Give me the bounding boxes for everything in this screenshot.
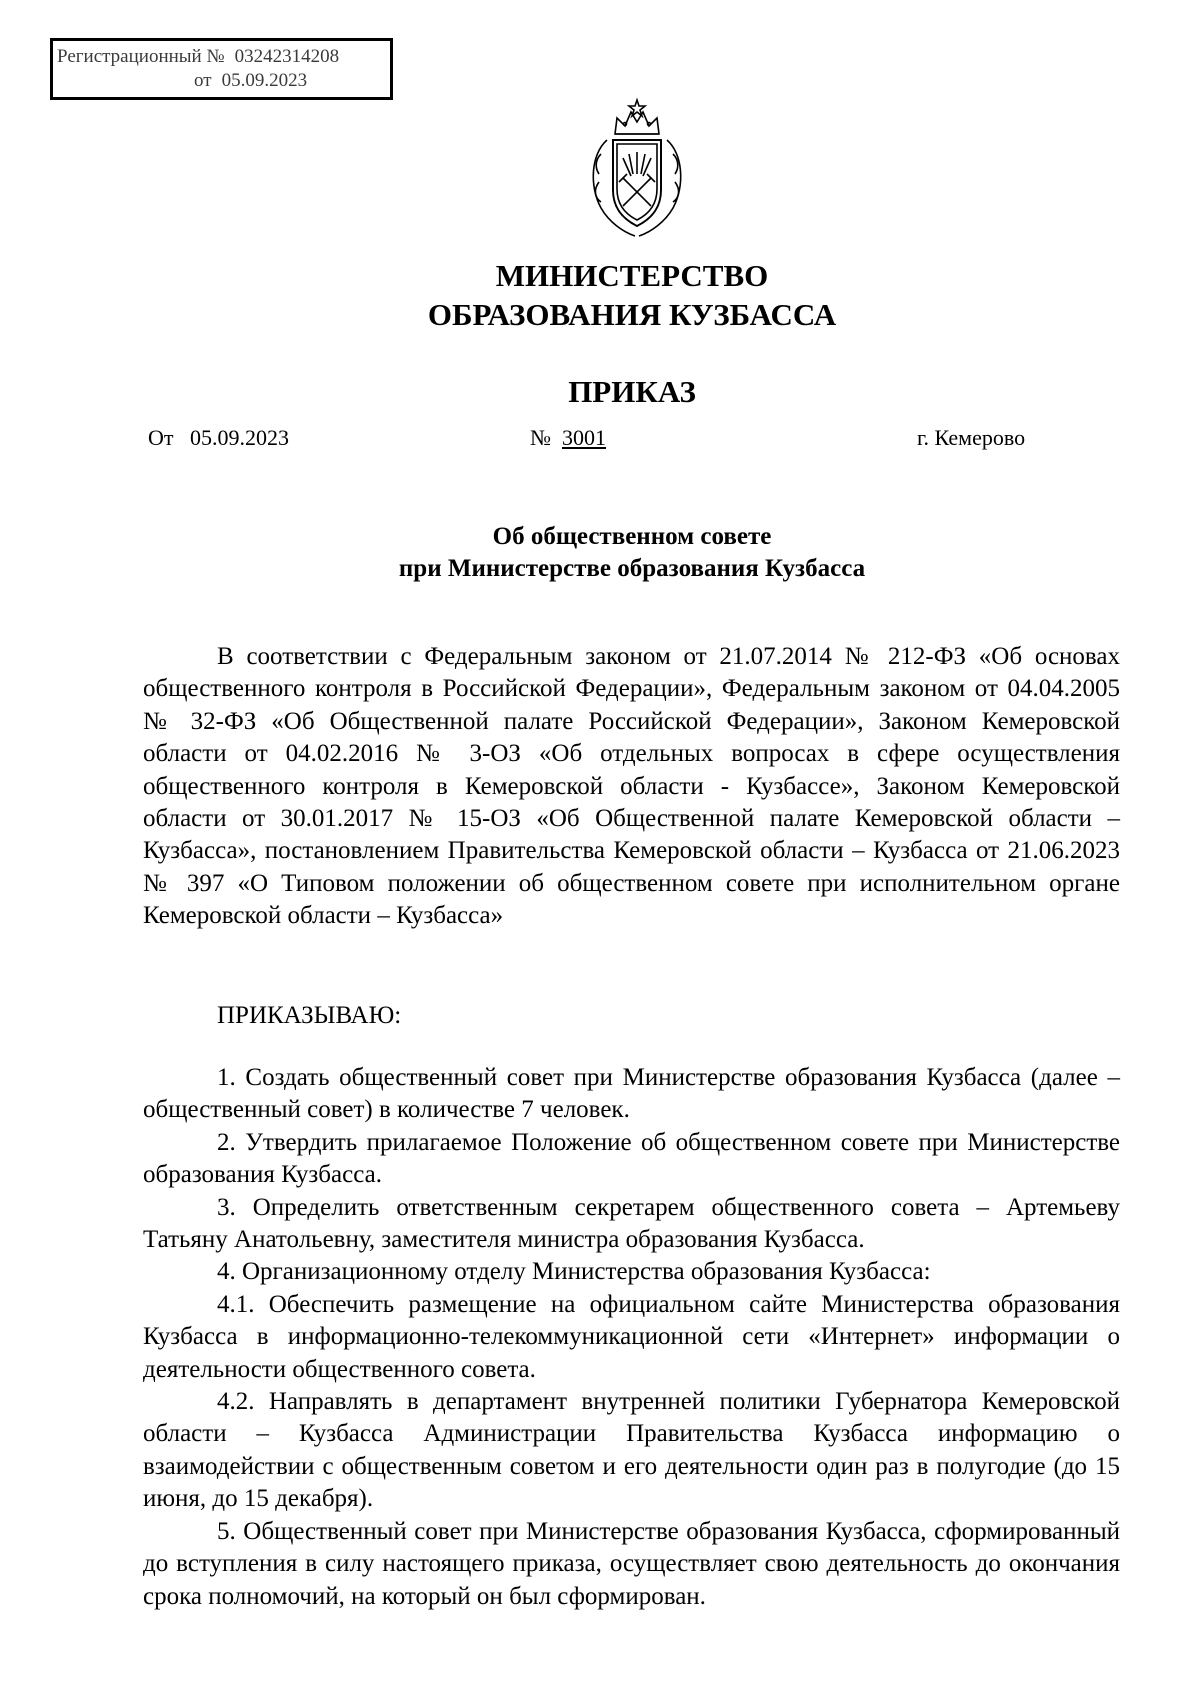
order-item-3: 3. Определить ответственным секретарем общественного совета – Артемьеву Татьяну Анатольевну, заместителя министра образования Кузбасса. <box>143 1193 1120 1254</box>
order-item-4-2: 4.2. Направлять в департамент внутренней политики Губернатора Кемеровской области – Кузбасса Администрации Правительства Кузбасса информацию о взаимодействии с общественным советом и его деятельности один раз в полугодие (до 15 июня, до 15 декабря). <box>143 1388 1120 1513</box>
order-subject-line2: при Министерстве образования Кузбасса <box>398 555 866 582</box>
order-item-4: 4. Организационному отделу Министерства образования Кузбасса: <box>217 1258 931 1286</box>
registration-label: Регистрационный № <box>57 46 225 67</box>
order-number-value: 3001 <box>562 425 606 450</box>
document-type: ПРИКАЗ <box>568 374 696 409</box>
order-directive: ПРИКАЗЫВАЮ: <box>217 1002 402 1029</box>
order-item-1: 1. Создать общественный совет при Министерстве образования Кузбасса (далее – общественный совет) в количестве 7 человек. <box>143 1064 1120 1124</box>
order-subject-line1: Об общественном совете <box>492 523 772 550</box>
order-subject <box>0 521 1200 585</box>
order-number <box>530 424 606 452</box>
registration-date-prefix: от <box>194 70 212 91</box>
ministry-name <box>0 256 1200 334</box>
order-number-prefix: № <box>530 425 551 450</box>
ministry-name-line1: МИНИСТЕРСТВО <box>495 258 769 293</box>
kuzbass-coat-of-arms-icon <box>577 94 697 244</box>
order-date <box>148 424 289 452</box>
order-item-4-1: 4.1. Обеспечить размещение на официальном сайте Министерства образования Кузбасса в информационно-телекоммуникационной сети «Интернет» информации о деятельности общественного совета. <box>143 1290 1120 1383</box>
order-date-value: 05.09.2023 <box>190 425 290 450</box>
registration-stamp <box>50 38 393 100</box>
order-item-2: 2. Утвердить прилагаемое Положение об общественном совете при Министерстве образования Кузбасса. <box>143 1128 1120 1189</box>
ministry-name-line2: ОБРАЗОВАНИЯ КУЗБАССА <box>427 297 837 332</box>
preamble-paragraph: В соответствии с Федеральным законом от 21.07.2014 № 212-ФЗ «Об основах общественного контроля в Российской Федерации», Федеральным законом от 04.04.2005 № 32-ФЗ «Об Общественной палате Российской Федерации», Законом Кемеровской области от 04.02.2016 № 3-ОЗ «Об отдельных вопросах в сфере осуществления общественного контроля в Кемеровской области - Кузбассе», Законом Кемеровской области от 30.01.2017 № 15-ОЗ «Об Общественной палате Кемеровской области – Кузбасса», постановлением Правительства Кемеровской области – Кузбасса от 21.06.2023 № 397 «О Типовом положении об общественном совете при исполнительном органе Кемеровской области – Кузбасса» <box>143 643 1120 930</box>
registration-number-line <box>57 45 390 69</box>
registration-date-line <box>57 69 390 93</box>
order-directive-section <box>143 1000 1120 1032</box>
order-items <box>143 1062 1120 1613</box>
order-date-prefix: От <box>148 425 174 450</box>
registration-number: 03242314208 <box>234 46 340 67</box>
preamble-section <box>143 641 1120 933</box>
order-city: г. Кемерово <box>917 425 1026 450</box>
order-item-5: 5. Общественный совет при Министерстве образования Кузбасса, сформированный до вступления в силу настоящего приказа, осуществляет свою деятельность до окончания срока полномочий, на который он был сформирован. <box>143 1517 1120 1610</box>
registration-date: 05.09.2023 <box>221 70 308 91</box>
